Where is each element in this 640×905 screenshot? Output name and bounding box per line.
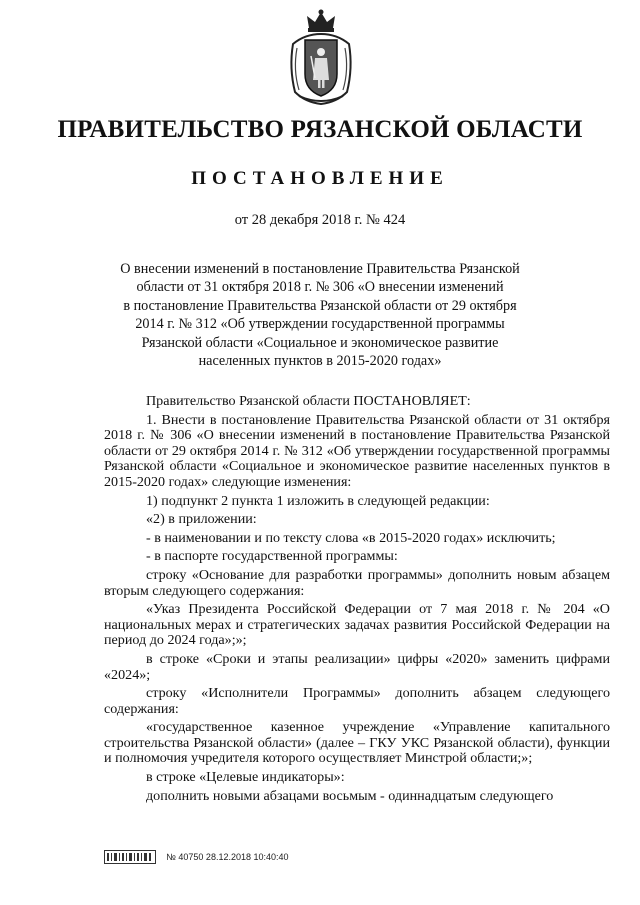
subject-line: Рязанской области «Социальное и экономическое развитие [141, 334, 499, 351]
government-title: ПРАВИТЕЛЬСТВО РЯЗАНСКОЙ ОБЛАСТИ [57, 116, 583, 143]
subject-line: области от 31 октября 2018 г. № 306 «О внесении изменений [136, 279, 504, 296]
coat-of-arms-icon [285, 8, 357, 106]
body-paragraph: 1) подпункт 2 пункта 1 изложить в следующей редакции: [146, 492, 490, 509]
decree-subject [110, 260, 530, 370]
document-type-title: ПОСТАНОВЛЕНИЕ [191, 168, 449, 189]
body-paragraph: Правительство Рязанской области ПОСТАНОВЛЯЕТ: [146, 393, 471, 409]
body-paragraph: - в наименовании и по тексту слова «в 2015-2020 годах» исключить; [146, 529, 556, 546]
document-footer [104, 850, 289, 868]
body-paragraph: 1. Внести в постановление Правительства Рязанской области от 31 октября 2018 г. № 306 «О внесении изменений в постановление Правительства Рязанской области от 29 октября 2014 г. № 312 «Об утверждении государственной программы Рязанской области «Социальное и экономическое развитие населенных пунктов в 2015-2020 годах» следующие изменения: [104, 411, 610, 490]
barcode-stamp-icon [104, 850, 156, 864]
subject-line: в постановление Правительства Рязанской области от 29 октября [123, 297, 517, 314]
body-paragraph: в строке «Целевые индикаторы»: [146, 769, 345, 786]
body-paragraph: «государственное казенное учреждение «Управление капитального строительства Рязанской области» (далее – ГКУ УКС Рязанской области), функции и полномочия учредителя которого осуществляет Минстрой области;»; [104, 719, 610, 767]
registration-stamp: № 40750 28.12.2018 10:40:40 [166, 852, 289, 862]
body-paragraph: - в паспорте государственной программы: [146, 548, 398, 565]
decree-body [104, 394, 610, 807]
body-paragraph: «Указ Президента Российской Федерации от 7 мая 2018 г. № 204 «О национальных мерах и стратегических задачах развития Российской Федерации на период до 2024 года»;»; [104, 601, 610, 649]
subject-line: О внесении изменений в постановление Правительства Рязанской [120, 261, 520, 277]
body-paragraph: дополнить новыми абзацами восьмым - одиннадцатым следующего [146, 787, 554, 804]
body-paragraph: строку «Исполнители Программы» дополнить абзацем следующего содержания: [104, 685, 610, 717]
subject-line: населенных пунктов в 2015-2020 годах» [198, 353, 442, 370]
decree-date-number: от 28 декабря 2018 г. № 424 [234, 212, 406, 228]
body-paragraph: «2) в приложении: [146, 511, 257, 528]
body-paragraph: строку «Основание для разработки программы» дополнить новым абзацем вторым следующего содержания: [104, 566, 610, 599]
body-paragraph: в строке «Сроки и этапы реализации» цифры «2020» заменить цифрами «2024»; [104, 650, 610, 683]
subject-line: 2014 г. № 312 «Об утверждении государственной программы [135, 316, 505, 333]
